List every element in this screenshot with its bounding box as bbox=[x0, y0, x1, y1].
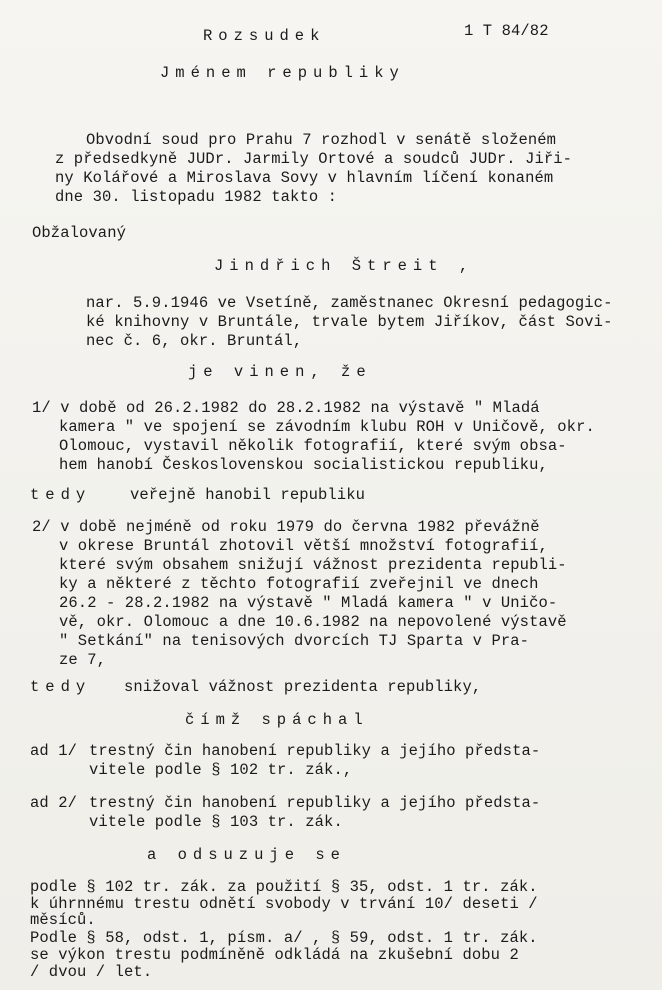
sentence-line: k úhrnnému trestu odnětí svobody v trvání 10/ deseti / bbox=[30, 895, 538, 913]
accused-details-line: nec č. 6, okr. Bruntál, bbox=[86, 332, 303, 350]
accused-name: Jindřich Štreit , bbox=[214, 257, 475, 275]
count-1-result-prefix: tedy bbox=[30, 486, 92, 504]
count-2-line: vě, okr. Olomouc a dne 10.6.1982 na nepovolené výstavě bbox=[59, 613, 567, 631]
sentence-line: měsíců. bbox=[30, 911, 96, 929]
sentence-line: podle § 102 tr. zák. za použití § 35, odst. 1 tr. zák. bbox=[30, 878, 538, 896]
ad-2-line: trestný čin hanobení republiky a jejího předsta- bbox=[89, 794, 541, 812]
intro-line: dne 30. listopadu 1982 takto : bbox=[55, 188, 338, 206]
count-2-line: ze 7, bbox=[59, 651, 107, 669]
document-subtitle: Jménem republiky bbox=[160, 64, 405, 82]
committed-heading: čímž spáchal bbox=[185, 711, 369, 729]
intro-line: z předsedkyně JUDr. Jarmily Ortové a soudců JUDr. Jiři- bbox=[55, 150, 573, 168]
count-2-line: " Setkání" na tenisových dvorcích TJ Sparta v Pra- bbox=[59, 632, 530, 650]
ad-1-line: trestný čin hanobení republiky a jejího předsta- bbox=[89, 742, 541, 760]
count-2-line: které svým obsahem snižují vážnost prezidenta republi- bbox=[59, 556, 567, 574]
count-1-line: 1/ v době od 26.2.1982 do 28.2.1982 na výstavě " Mladá bbox=[32, 399, 540, 417]
sentence-line: se výkon trestu podmíněně odkládá na zkušební dobu 2 bbox=[30, 946, 519, 964]
count-2-line: v okrese Bruntál zhotovil větší množství fotografií, bbox=[59, 537, 548, 555]
ad-1-label: ad 1/ bbox=[30, 742, 78, 760]
ad-2-line: vitele podle § 103 tr. zák. bbox=[89, 813, 343, 831]
accused-details-line: nar. 5.9.1946 ve Vsetíně, zaměstnanec Okresní pedagogic- bbox=[86, 294, 613, 312]
count-2-line: 26.2 - 28.2.1982 na výstavě " Mladá kamera " v Uničo- bbox=[59, 594, 558, 612]
count-1-line: hem hanobí Československou socialistickou republiku, bbox=[59, 456, 548, 474]
sentence-line: Podle § 58, odst. 1, písm. a/ , § 59, odst. 1 tr. zák. bbox=[30, 929, 538, 947]
ad-1-line: vitele podle § 102 tr. zák., bbox=[89, 761, 353, 779]
ad-2-label: ad 2/ bbox=[30, 794, 78, 812]
count-2-result-text: snižoval vážnost prezidenta republiky, bbox=[124, 678, 482, 696]
intro-line: Obvodní soud pro Prahu 7 rozhodl v senátě složeném bbox=[86, 131, 557, 149]
count-2-result-prefix: tedy bbox=[30, 678, 92, 696]
document-title: Rozsudek bbox=[203, 27, 326, 45]
case-number: 1 T 84/82 bbox=[464, 22, 549, 40]
intro-line: ny Kolářové a Miroslava Sovy v hlavním líčení konaném bbox=[55, 169, 554, 187]
accused-details-line: ké knihovny v Bruntále, trvale bytem Jiříkov, část Sovi- bbox=[86, 313, 613, 331]
count-1-result-text: veřejně hanobil republiku bbox=[130, 486, 366, 504]
verdict-heading: je vinen, že bbox=[188, 363, 372, 381]
count-1-line: kamera " ve spojení se závodním klubu ROH v Uničově, okr. bbox=[59, 418, 595, 436]
sentence-line: / dvou / let. bbox=[30, 963, 153, 981]
count-2-line: 2/ v době nejméně od roku 1979 do června 1982 převážně bbox=[32, 518, 540, 536]
count-1-line: Olomouc, vystavil několik fotografií, které svým obsa- bbox=[59, 437, 567, 455]
sentence-heading: a odsuzuje se bbox=[147, 846, 346, 864]
accused-label: Obžalovaný bbox=[32, 224, 127, 242]
count-2-line: ky a některé z těchto fotografií zveřejnil ve dnech bbox=[59, 575, 539, 593]
